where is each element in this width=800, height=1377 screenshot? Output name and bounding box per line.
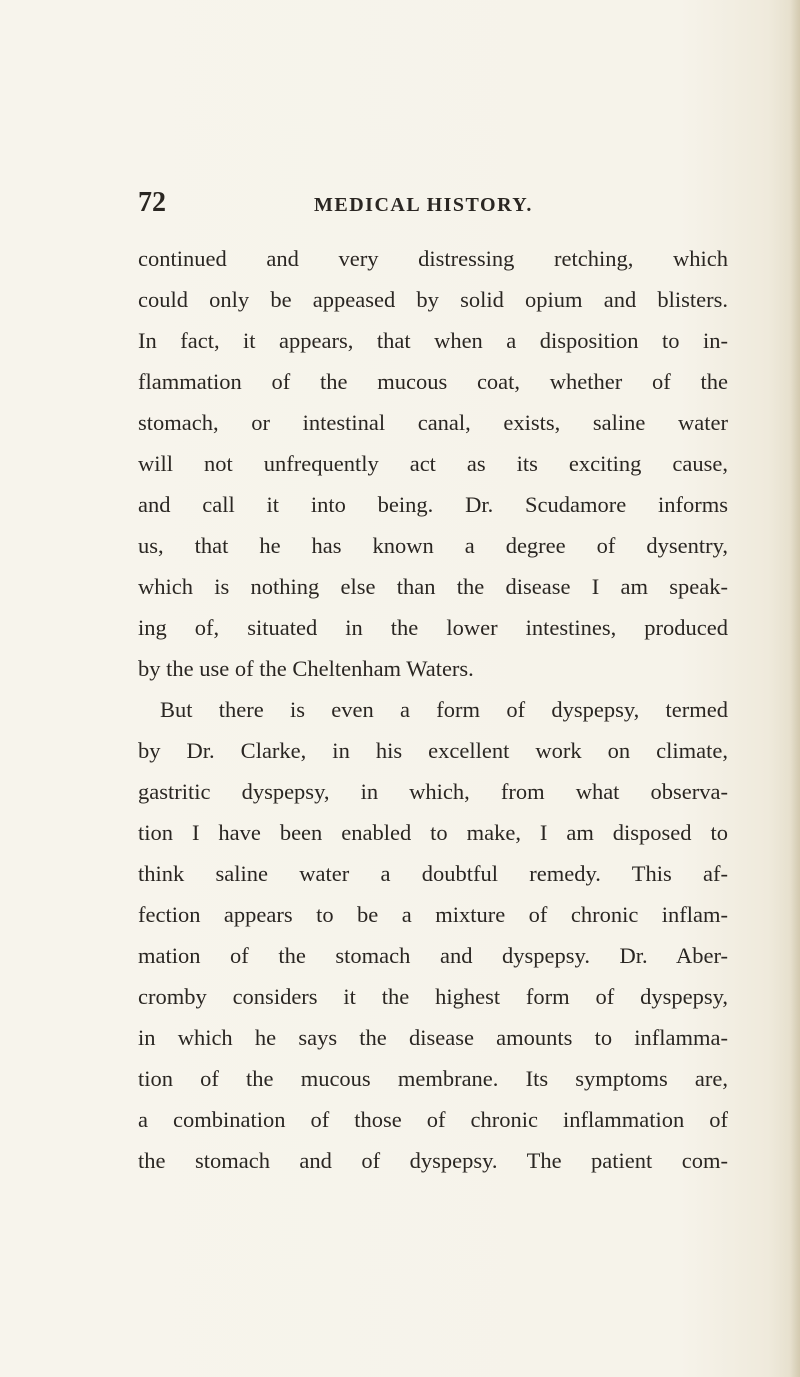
text-line: by Dr. Clarke, in his excellent work on climate, [138,738,728,763]
text-line: But there is even a form of dyspepsy, termed [160,697,728,722]
text-line: mation of the stomach and dyspepsy. Dr. Aber- [138,943,728,968]
page-header [138,185,698,225]
page-edge-shadow [790,0,800,1377]
text-line: ing of, situated in the lower intestines, produced [138,615,728,640]
text-line: think saline water a doubtful remedy. This af- [138,861,728,886]
text-line: could only be appeased by solid opium and blisters. [138,287,728,312]
text-line: fection appears to be a mixture of chronic inflam- [138,902,728,927]
text-line: us, that he has known a degree of dysentry, [138,533,728,558]
text-line: will not unfrequently act as its exciting cause, [138,451,728,476]
text-line: a combination of those of chronic inflammation of [138,1107,728,1132]
text-line: continued and very distressing retching, which [138,246,728,271]
page-number: 72 [138,187,166,218]
text-line: tion I have been enabled to make, I am disposed to [138,820,728,845]
running-head: MEDICAL HISTORY. [314,194,533,216]
text-line: flammation of the mucous coat, whether of the [138,369,728,394]
text-line: tion of the mucous membrane. Its symptoms are, [138,1066,728,1091]
text-line: the stomach and of dyspepsy. The patient com- [138,1148,728,1173]
text-line: in which he says the disease amounts to inflamma- [138,1025,728,1050]
text-line: by the use of the Cheltenham Waters. [138,656,474,681]
text-line: cromby considers it the highest form of dyspepsy, [138,984,728,1009]
text-line: and call it into being. Dr. Scudamore informs [138,492,728,517]
text-line: gastritic dyspepsy, in which, from what observa- [138,779,728,804]
text-line: stomach, or intestinal canal, exists, saline water [138,410,728,435]
text-line: In fact, it appears, that when a disposition to in- [138,328,728,353]
text-line: which is nothing else than the disease I am speak- [138,574,728,599]
body-text [138,238,728,1181]
